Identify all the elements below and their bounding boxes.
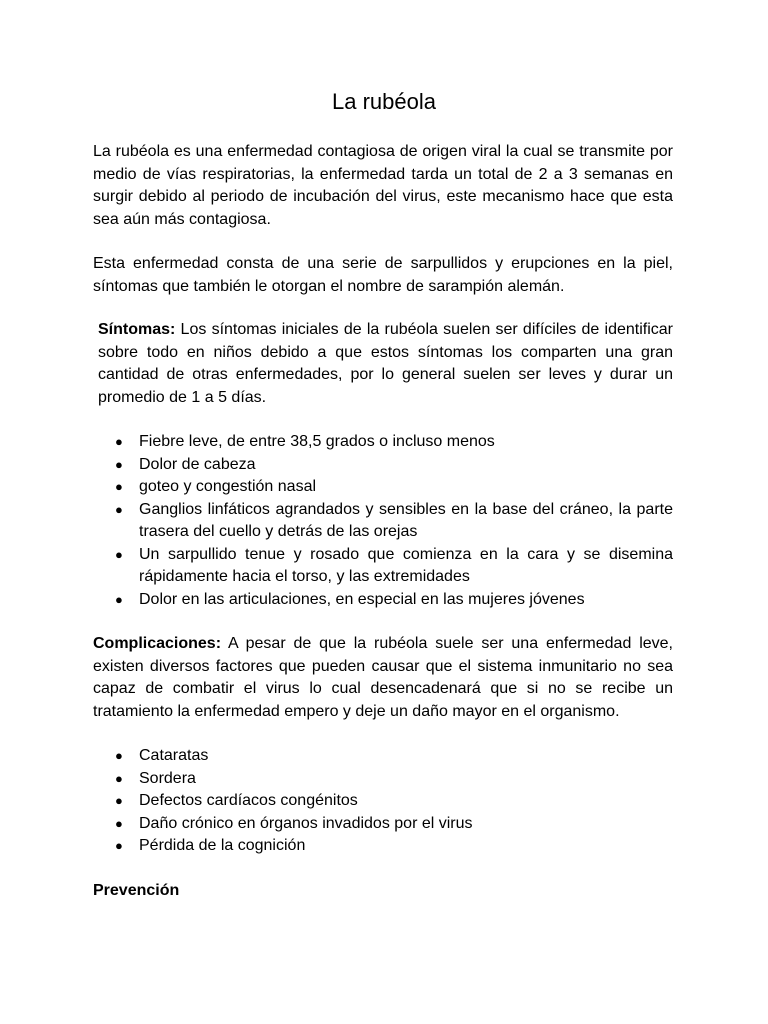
list-item-text: Dolor en las articulaciones, en especial en las mujeres jóvenes	[139, 590, 585, 608]
sintomas-list	[93, 431, 673, 611]
list-item-text: Daño crónico en órganos invadidos por el virus	[139, 814, 473, 832]
bullet-icon: ●	[115, 815, 123, 831]
list-item-text: Pérdida de la cognición	[139, 837, 306, 854]
bullet-icon: ●	[115, 748, 123, 763]
document-title: La rubéola	[332, 89, 436, 114]
bullet-icon: ●	[115, 546, 123, 562]
list-item-text: Defectos cardíacos congénitos	[139, 792, 358, 809]
list-item-text: Sordera	[139, 769, 196, 787]
list-item	[93, 476, 673, 499]
bullet-icon: ●	[115, 591, 123, 607]
list-item-text: Cataratas	[139, 747, 209, 764]
bullet-icon: ●	[115, 434, 123, 449]
list-item	[93, 768, 673, 791]
complicaciones-text: A pesar de que la rubéola suele ser una enfermedad leve, existen diversos factores que pueden causar que el sistema inmunitario no sea capaz de combatir el virus lo cual desencadenará que si no se recibe un tratamiento la enfermedad empero y deje un daño mayor en el organismo.	[93, 635, 673, 720]
bullet-icon: ●	[115, 770, 123, 786]
list-item	[93, 589, 673, 612]
document-body	[93, 141, 673, 902]
list-item-text: goteo y congestión nasal	[139, 478, 317, 495]
list-item-text: Fiebre leve, de entre 38,5 grados o incluso menos	[139, 433, 495, 450]
bullet-icon: ●	[115, 501, 123, 517]
list-item	[93, 431, 673, 454]
list-item	[93, 499, 673, 544]
list-item	[93, 790, 673, 813]
complicaciones-label: Complicaciones:	[93, 635, 222, 652]
list-item-text: Dolor de cabeza	[139, 455, 256, 473]
sintomas-text: Los síntomas iniciales de la rubéola suelen ser difíciles de identificar sobre todo en niños debido a que estos síntomas los comparten una gran cantidad de otras enfermedades, por lo general suelen ser leves y durar un promedio de 1 a 5 días.	[98, 321, 673, 406]
bullet-icon: ●	[115, 479, 123, 494]
complicaciones-list	[93, 745, 673, 858]
bullet-icon: ●	[115, 793, 123, 808]
bullet-icon: ●	[115, 838, 123, 853]
paragraph-sintomas	[93, 319, 673, 409]
sintomas-label: Síntomas:	[98, 321, 176, 338]
list-item-text: Un sarpullido tenue y rosado que comienza en la cara y se disemina rápidamente hacia el torso, y las extremidades	[139, 545, 673, 585]
list-item	[93, 835, 673, 858]
prevencion-heading: Prevención	[93, 881, 180, 899]
paragraph-description: Esta enfermedad consta de una serie de sarpullidos y erupciones en la piel, síntomas que también le otorgan el nombre de sarampión alemán.	[93, 255, 673, 295]
paragraph-intro: La rubéola es una enfermedad contagiosa de origen viral la cual se transmite por medio de vías respiratorias, la enfermedad tarda un total de 2 a 3 semanas en surgir debido al periodo de incubación del virus, este mecanismo hace que esta sea aún más contagiosa.	[93, 143, 673, 228]
list-item-text: Ganglios linfáticos agrandados y sensibles en la base del cráneo, la parte trasera del cuello y detrás de las orejas	[139, 500, 673, 540]
list-item	[93, 454, 673, 477]
list-item	[93, 544, 673, 589]
list-item	[93, 813, 673, 836]
bullet-icon: ●	[115, 456, 123, 472]
paragraph-complicaciones	[93, 633, 673, 723]
list-item	[93, 745, 673, 768]
